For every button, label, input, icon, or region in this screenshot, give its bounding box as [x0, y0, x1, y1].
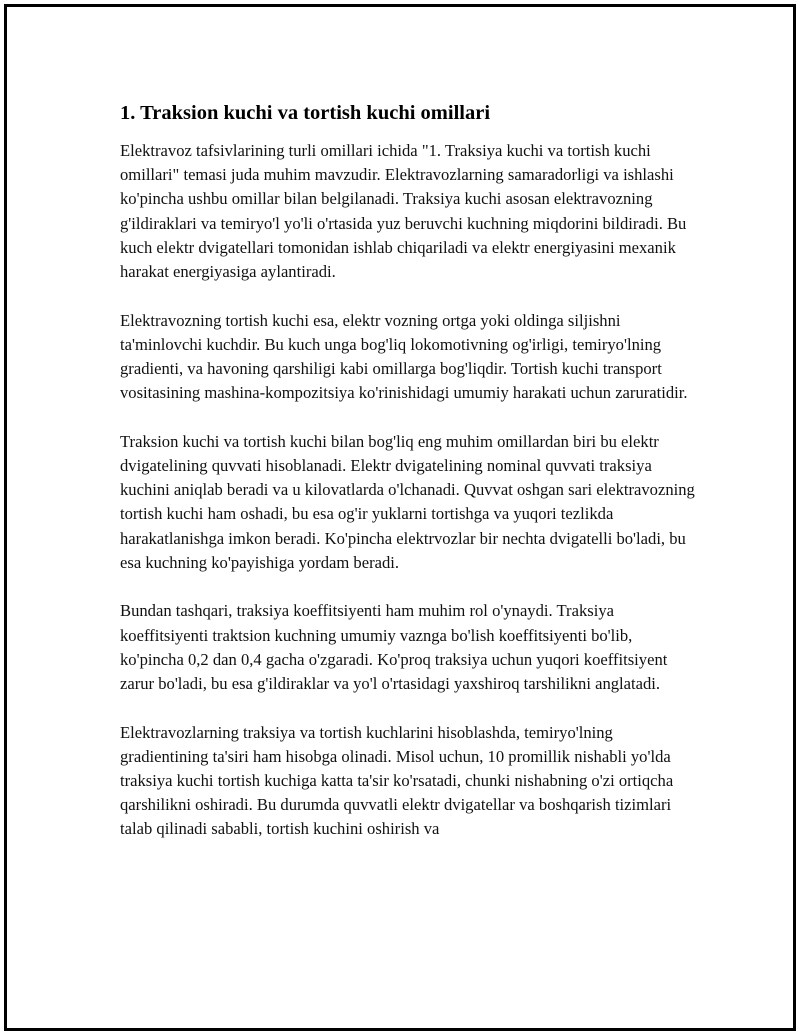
document-body [120, 99, 700, 866]
paragraph-5: Elektravozlarning traksiya va tortish kuchlarini hisoblashda, temiryo'lning gradientining ta'siri ham hisobga olinadi. Misol uchun, 10 promillik nishabli yo'lda traksiya kuchi tortish kuchiga katta ta'sir ko'rsatadi, chunki nishabning o'zi ortiqcha qarshilikni oshiradi. Bu durumda quvvatli elektr dvigatellar va boshqarish tizimlari talab qilinadi sababli, tortish kuchini oshirish va [120, 722, 674, 839]
paragraph-2: Elektravozning tortish kuchi esa, elektr vozning ortga yoki oldinga siljishni ta'minlovchi kuchdir. Bu kuch unga bog'liq lokomotivning og'irligi, temiryo'lning gradienti, va havoning qarshiligi kabi omillarga bog'liqdir. Tortish kuchi transport vositasining mashina-kompozitsiya ko'rinishidagi umumiy harakati uchun zaruratidir. [120, 310, 688, 403]
paragraph-1: Elektravoz tafsivlarining turli omillari ichida "1. Traksiya kuchi va tortish kuchi omillari" temasi juda muhim mavzudir. Elektravozlarning samaradorligi va ishlashi ko'pincha ushbu omillar bilan belgilanadi. Traksiya kuchi asosan elektravozning g'ildiraklari va temiryo'l yo'li o'rtasida yuz beruvchi kuchning miqdorini bildiradi. Bu kuch elektr dvigatellari tomonidan ishlab chiqariladi va elektr energiyasini mexanik harakat energiyasiga aylantiradi. [120, 141, 687, 282]
page-frame [4, 4, 796, 1031]
paragraph-4: Bundan tashqari, traksiya koeffitsiyenti ham muhim rol o'ynaydi. Traksiya koeffitsiyenti traktsion kuchning umumiy vaznga bo'lish koeffitsiyenti bo'lib, ko'pincha 0,2 dan 0,4 gacha o'zgaradi. Ko'proq traksiya uchun yuqori koeffitsiyent zarur bo'ladi, bu esa g'ildiraklar va yo'l o'rtasidagi yaxshiroq tarshilikni anglatadi. [120, 601, 668, 694]
paragraph-3: Traksion kuchi va tortish kuchi bilan bog'liq eng muhim omillardan biri bu elektr dvigatelining quvvati hisoblanadi. Elektr dvigatelining nominal quvvati traksiya kuchini aniqlab beradi va u kilovatlarda o'lchanadi. Quvvat oshgan sari elektravozning tortish kuchi ham oshadi, bu esa og'ir yuklarni tortishga va yuqori tezlikda harakatlanishga imkon beradi. Ko'pincha elektrvozlar bir nechta dvigatelli bo'ladi, bu esa kuchning ko'payishiga yordam beradi. [120, 431, 695, 572]
section-title: 1. Traksion kuchi va tortish kuchi omillari [120, 102, 491, 124]
